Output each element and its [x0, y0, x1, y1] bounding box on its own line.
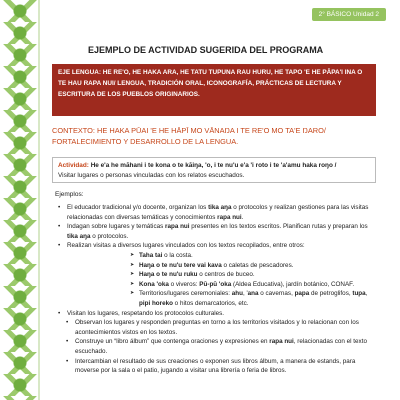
list-item: ➤ Kona 'oka o viveros: Pū-pū 'oka (Aldea Educativa), jardín botánico, CONAF.: [130, 280, 378, 290]
list-item: ➤ Territorios/lugares ceremoniales: ahu, 'ana o cavernas, papa de petroglifos, tupa, pipi horeko o hitos demarcatorios, etc.: [130, 289, 378, 308]
decorative-border: [0, 0, 40, 400]
page-title: EJEMPLO DE ACTIVIDAD SUGERIDA DEL PROGRAMA: [88, 45, 324, 55]
list-item: • Realizan visitas a diversos lugares vinculados con los textos recopilados, entre otros:: [58, 241, 378, 251]
list-item: • Observan los lugares y responden preguntas en torno a los territorios visitados y lo relacionan con los acontecimientos vistos en los textos.: [66, 318, 378, 337]
examples-list: [58, 203, 378, 376]
contexto-heading: CONTEXTO: HE HAKA PŪAI 'E HE HĀPĪ MO VĀNAŊA I TE RE'O MO TA'E ŊARO/ FORTALECIMIENTO Y DESARROLLO DE LA LENGUA.: [52, 126, 326, 146]
actividad-box: [52, 157, 376, 183]
list-item: ➤ Haŋa o te nu'u tere vai kava o caletas de pescadores.: [130, 261, 378, 271]
list-item: • Intercambian el resultado de sus creaciones o exponen sus libros álbum, a manera de estands, para moverse por la sala o el patio, jugando a visitar una librería o feria de libros.: [66, 357, 378, 376]
list-item: • Indagan sobre lugares y temáticas rapa nui presentes en los textos escritos. Planifican rutas y preparan los tika aŋa o protocolos.: [58, 222, 378, 241]
list-item: • El educador tradicional y/o docente, organizan los tika aŋa o protocolos y realizan gestiones para las visitas relacionadas con diversas temáticas y conocimientos rapa nui.: [58, 203, 378, 222]
sublist: [130, 251, 378, 309]
ejemplos-label: Ejemplos:: [55, 191, 84, 198]
list-item: ➤ Haŋa o te nu'u ruku o centros de buceo.: [130, 270, 378, 280]
list-item: ➤ Taha tai o la costa.: [130, 251, 378, 261]
actividad-text-rapanui: He e'a he māhani i te kona o te kāiŋa, 'o, i te nu'u e'a 'i roto i te 'a'amu haka roŋo /: [90, 162, 337, 169]
actividad-text-spanish: Visitar lugares o personas vinculadas con los relatos escuchados.: [58, 171, 245, 179]
list-item: • Visitan los lugares, respetando los protocolos culturales.: [58, 309, 378, 319]
list-item: • Construye un “libro álbum” que contenga oraciones y expresiones en rapa nui, relacionadas con el texto escuchado.: [66, 337, 378, 356]
actividad-label: Actividad:: [58, 162, 89, 169]
eje-banner: EJE LENGUA: HE RE'O, HE HAKA ARA, HE TATU TUPUNA RAU HURU, HE TAPO 'E HE PĀPA'I INA O TE HAU RAPA NUI/ LENGUA, TRADICIÓN ORAL, ICONOGRAFÍA, PRÁCTICAS DE LECTURA Y ESCRITURA DE LOS PUEBLOS ORIGINARIOS.: [52, 64, 376, 116]
grade-badge: 2° BÁSICO Unidad 2: [312, 8, 386, 21]
